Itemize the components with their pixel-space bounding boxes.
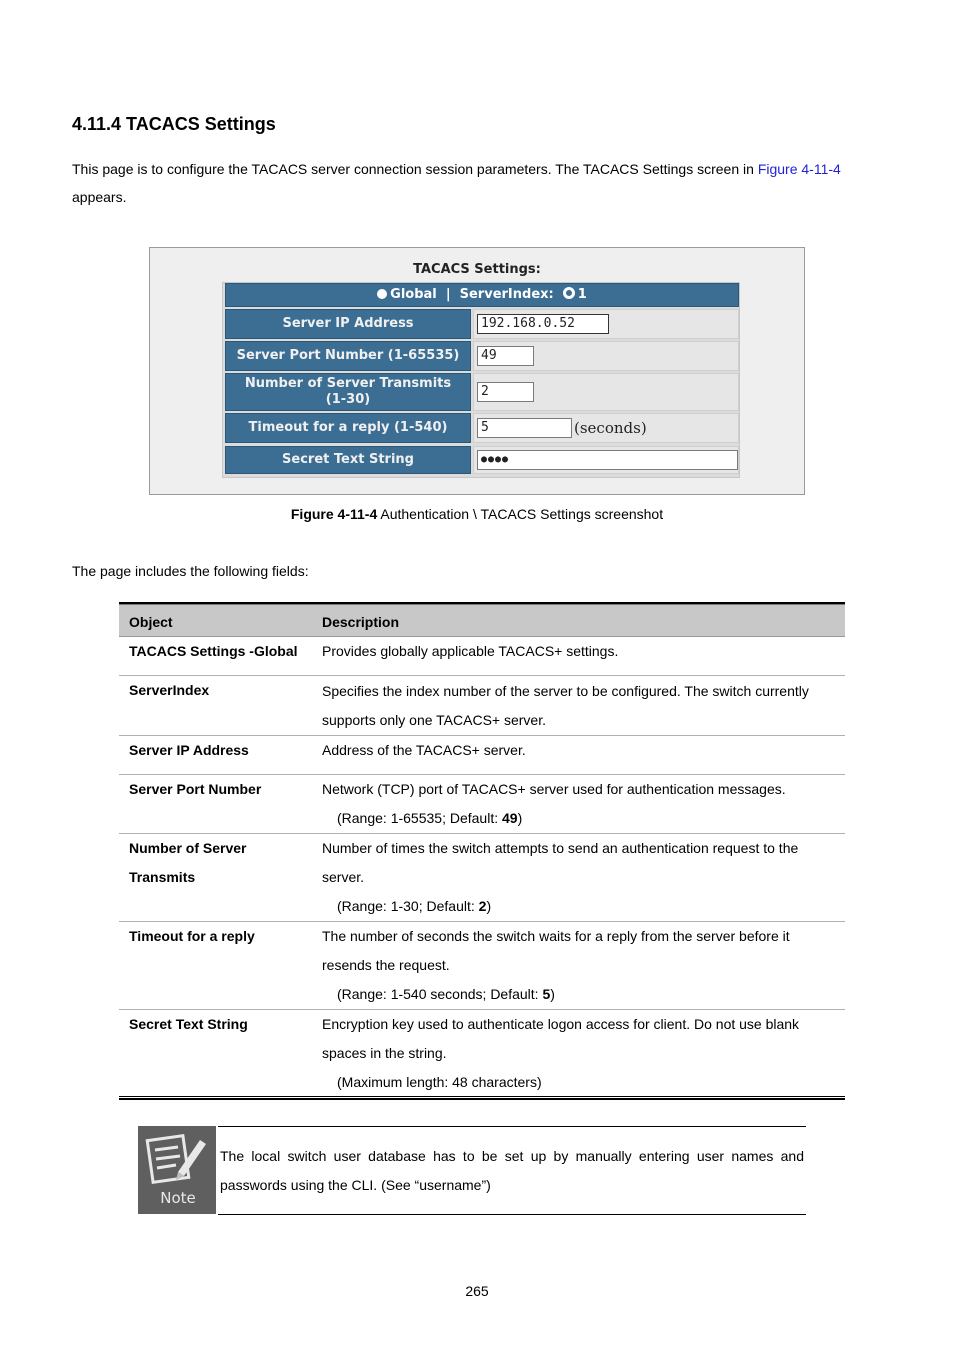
fields-intro: The page includes the following fields: [72, 563, 309, 579]
table-row [119, 922, 845, 1010]
header-object: Object [129, 614, 173, 630]
row-object: ServerIndex [129, 682, 210, 698]
caption-text: Authentication \ TACACS Settings screenshot [377, 506, 664, 522]
page-number: 265 [465, 1283, 489, 1299]
range-prefix: (Range: 1-65535; Default: [337, 810, 502, 826]
description-text: Specifies the index number of the server to be configured. The switch currently supports only one TACACS+ server. [322, 683, 809, 728]
secret-row [225, 446, 739, 474]
header-separator: | [445, 287, 451, 302]
range-note [322, 980, 837, 1009]
note-rule-bottom [218, 1214, 806, 1215]
table-row [119, 834, 845, 922]
transmits-input[interactable]: 2 [477, 382, 534, 402]
row-description [322, 1010, 837, 1097]
timeout-row [225, 413, 739, 443]
range-note: (Maximum length: 48 characters) [337, 1074, 542, 1090]
secret-label: Secret Text String [225, 446, 471, 474]
range-note [322, 804, 837, 833]
table-row [119, 637, 845, 676]
intro-paragraph [72, 155, 882, 211]
port-label: Server Port Number (1-65535) [225, 341, 471, 371]
range-suffix: ) [550, 986, 555, 1002]
transmits-row [225, 373, 739, 411]
port-cell [473, 341, 739, 371]
settings-panel [222, 282, 740, 478]
global-label: Global [390, 287, 437, 302]
note-pad-icon [138, 1126, 216, 1214]
table-row [119, 676, 845, 736]
description-text: Network (TCP) port of TACACS+ server used for authentication messages. [322, 781, 786, 797]
table-bottom-rule [119, 1098, 845, 1100]
figure-caption [0, 506, 954, 522]
row-description [322, 922, 837, 1009]
description-text: The number of seconds the switch waits for a reply from the server before it resends the request. [322, 928, 790, 973]
table-row [119, 775, 845, 834]
ip-address-cell [473, 309, 739, 339]
range-prefix: (Range: 1-540 seconds; Default: [337, 986, 543, 1002]
row-object: Server IP Address [129, 742, 249, 758]
row-object: Timeout for a reply [129, 928, 255, 944]
note-icon [138, 1126, 216, 1214]
row-object: Server Port Number [129, 781, 262, 797]
intro-text-end: appears. [72, 189, 127, 205]
range-default: 5 [542, 986, 551, 1002]
range-prefix: (Range: 1-30; Default: [337, 898, 479, 914]
server-index-label: ServerIndex: [459, 287, 554, 302]
row-description [322, 677, 837, 735]
ip-address-label: Server IP Address [225, 309, 471, 339]
server-select-header [225, 283, 739, 307]
port-input[interactable]: 49 [477, 346, 534, 366]
figure-title: TACACS Settings: [413, 262, 541, 277]
row-description [322, 637, 837, 666]
range-note [322, 892, 837, 921]
server-index-value: 1 [577, 287, 587, 302]
note-rule-top [218, 1126, 806, 1127]
header-description: Description [322, 614, 400, 630]
range-default: 2 [478, 898, 487, 914]
port-row [225, 341, 739, 371]
range-suffix: ) [517, 810, 523, 826]
table-header [119, 605, 845, 637]
caption-figure-number: Figure 4-11-4 [290, 506, 378, 522]
timeout-cell [473, 413, 739, 443]
global-radio[interactable] [377, 289, 387, 299]
description-text: Provides globally applicable TACACS+ settings. [322, 643, 619, 659]
ip-address-row [225, 309, 739, 339]
secret-input[interactable]: ●●●● [477, 450, 738, 470]
fields-table [119, 602, 845, 1100]
ip-address-input[interactable]: 192.168.0.52 [477, 314, 609, 334]
transmits-cell [473, 373, 739, 411]
secret-cell [473, 446, 739, 474]
timeout-input[interactable]: 5 [477, 418, 572, 438]
note-text: The local switch user database has to be set up by manually entering user names and passwords using the CLI. (See “username”) [220, 1148, 804, 1193]
note-icon-label: Note [160, 1189, 196, 1207]
description-text: Number of times the switch attempts to send an authentication request to the server. [322, 840, 799, 885]
row-description [322, 736, 837, 765]
timeout-label: Timeout for a reply (1-540) [225, 413, 471, 443]
row-description [322, 834, 837, 921]
row-description [322, 775, 837, 833]
row-object: Secret Text String [129, 1016, 248, 1032]
description-text: Address of the TACACS+ server. [322, 742, 526, 758]
row-object: Number of Server Transmits [129, 840, 247, 885]
figure-link[interactable]: Figure 4-11-4 [757, 161, 841, 177]
row-object: TACACS Settings -Global [129, 643, 298, 659]
transmits-label: Number of Server Transmits (1-30) [225, 373, 471, 411]
server-index-radio[interactable] [563, 287, 575, 299]
description-text: Encryption key used to authenticate logon access for client. Do not use blank spaces in the string. [322, 1016, 800, 1061]
section-title: 4.11.4 TACACS Settings [72, 114, 276, 134]
timeout-unit: (seconds) [574, 419, 647, 437]
tacacs-settings-screenshot [149, 247, 805, 495]
range-suffix: ) [486, 898, 492, 914]
intro-text: This page is to configure the TACACS server connection session parameters. The TACACS Settings screen in [72, 161, 758, 177]
table-row [119, 1010, 845, 1097]
range-default: 49 [502, 810, 518, 826]
table-row [119, 736, 845, 775]
